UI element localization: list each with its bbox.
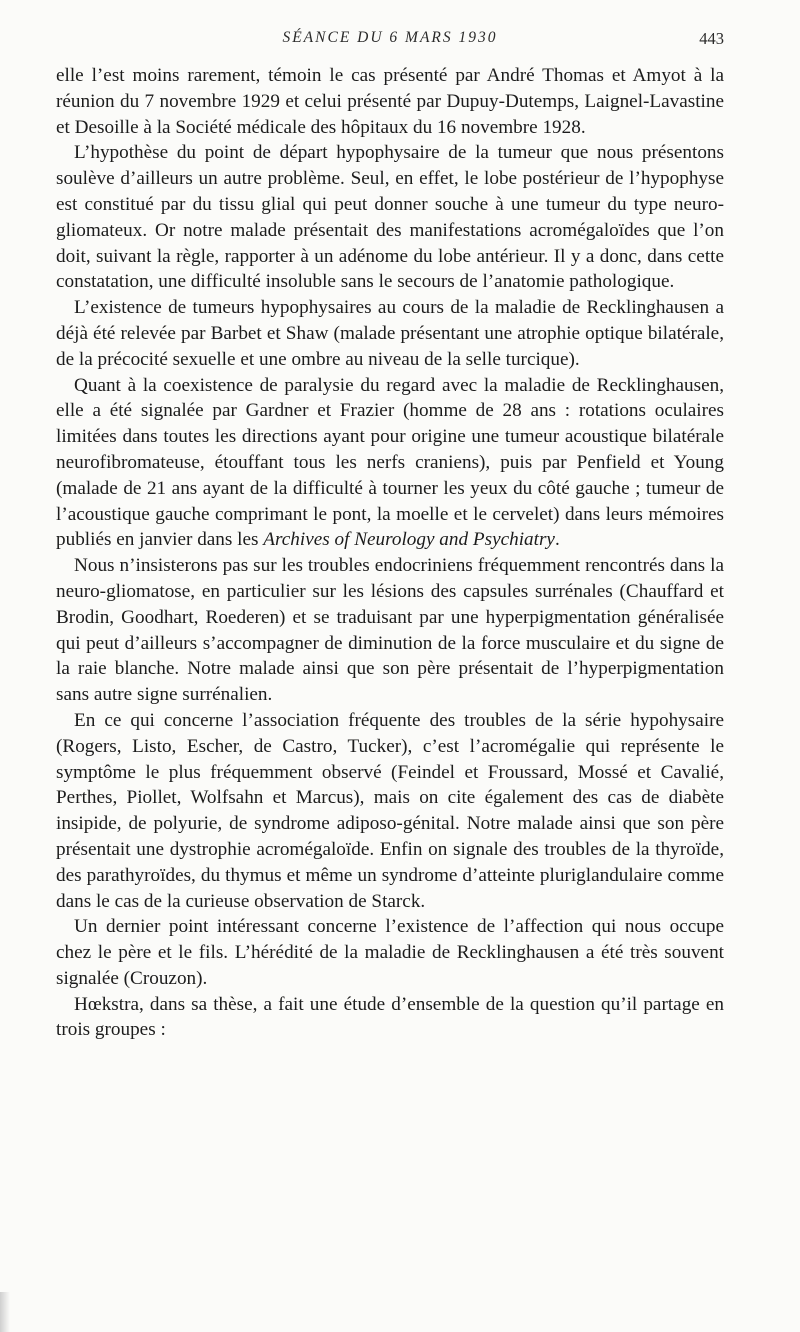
paragraph-4-text: Quant à la coexistence de paralysie du regard avec la maladie de Recklinghausen, elle a été signalée par Gardner et Frazier (homme de 28 ans : rotations oculaires limitées dans toutes les directions ayant pour origine une tumeur acoustique bilatérale neurofibromateuse, étouffant tous les nerfs craniens), puis par Penfield et Young (malade de 21 ans ayant de la difficulté à tourner les yeux du côté gauche ; tumeur de l’acoustique gauche comprimant le pont, la moelle et le cervelet) dans leurs mémoires publiés en janvier dans les bbox=[56, 374, 724, 551]
paragraph-3: L’existence de tumeurs hypophysaires au cours de la maladie de Recklinghausen a déjà été relevée par Barbet et Shaw (malade présentant une atrophie optique bilatérale, de la précocité sexuelle et une ombre au niveau de la selle turcique). bbox=[56, 297, 724, 370]
paragraph-8: Hœkstra, dans sa thèse, a fait une étude d’ensemble de la question qu’il partage en trois groupes : bbox=[56, 993, 724, 1041]
paragraph-4 bbox=[56, 373, 724, 554]
running-head: SÉANCE DU 6 MARS 1930 bbox=[282, 29, 498, 46]
paragraph-7: Un dernier point intéressant concerne l’existence de l’affection qui nous occupe chez le père et le fils. L’hérédité de la maladie de Recklinghausen a été très souvent signalée (Crouzon). bbox=[56, 916, 724, 989]
body-text bbox=[56, 63, 724, 1043]
page-number: 443 bbox=[699, 29, 724, 48]
paragraph-5: Nous n’insisterons pas sur les troubles endocriniens fréquemment rencontrés dans la neuro-gliomatose, en particulier sur les lésions des capsules surrénales (Chauffard et Brodin, Goodhart, Roederen) et se traduisant par une hyperpigmentation généralisée qui peut d’ailleurs s’accompagner de diminution de la force musculaire et du signe de la raie blanche. Notre malade ainsi que son père présentait de l’hyperpigmentation sans autre signe surrénalien. bbox=[56, 555, 724, 706]
paragraph-4-end: . bbox=[554, 529, 560, 551]
paragraph-1: elle l’est moins rarement, témoin le cas présenté par André Thomas et Amyot à la réunion du 7 novembre 1929 et celui présenté par Dupuy-Dutemps, Laignel-Lavastine et Desoille à la Société médicale des hôpitaux du 16 novembre 1928. bbox=[56, 65, 724, 138]
page-header bbox=[56, 29, 724, 53]
paragraph-2: L’hypothèse du point de départ hypophysaire de la tumeur que nous présentons soulève d’ailleurs un autre problème. Seul, en effet, le lobe postérieur de l’hypophyse est constitué par du tissu glial qui peut donner souche à une tumeur du type neuro-gliomateux. Or notre malade présentait des manifestations acromégaloïdes que l’on doit, suivant la règle, rapporter à un adénome du lobe antérieur. Il y a donc, dans cette constatation, une difficulté insoluble sans le secours de l’anatomie pathologique. bbox=[56, 142, 724, 293]
journal-title: Archives of Neurology and Psychiatry bbox=[263, 529, 555, 551]
paragraph-6: En ce qui concerne l’association fréquente des troubles de la série hypohysaire (Rogers, Listo, Escher, de Castro, Tucker), c’est l’acromégalie qui représente le symptôme le plus fréquemment observé (Feindel et Froussard, Mossé et Cavalié, Perthes, Piollet, Wolfsahn et Marcus), mais on cite également des cas de diabète insipide, de polyurie, de syndrome adiposo-génital. Notre malade ainsi que son père présentait une dystrophie acromégaloïde. Enfin on signale des troubles de la thyroïde, des parathyroïdes, du thymus et même un syndrome d’atteinte pluriglandulaire comme dans le cas de la curieuse observation de Starck. bbox=[56, 709, 724, 912]
scan-edge-shadow bbox=[0, 1292, 10, 1332]
